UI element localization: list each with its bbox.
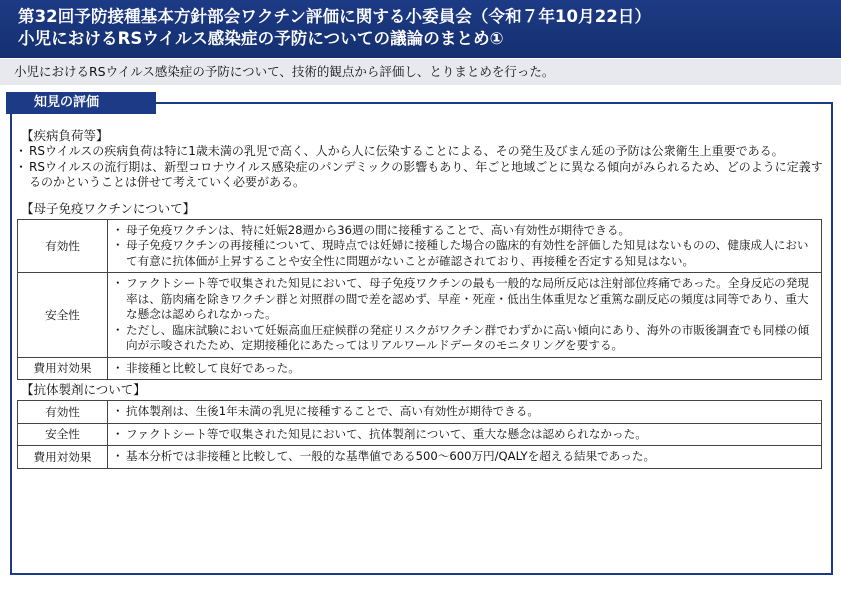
findings-frame [10,103,833,575]
row-label-cost-effectiveness: 費用対効果 [18,357,108,380]
header-title-line2: 小児におけるRSウイルス感染症の予防についての議論のまとめ① [18,29,504,48]
disease-burden-bullet: ・ RSウイルスの疾病負荷は特に1歳未満の乳児で高く、人から人に伝染することによる、その発生及びまん延の予防は公衆衛生上重要である。 [17,144,825,160]
list-item: ・ 非接種と比較して良好であった。 [114,361,813,377]
row-label-efficacy: 有効性 [18,401,108,424]
list-item: ・ ファクトシート等で収集された知見において、抗体製剤について、重大な懸念は認められなかった。 [114,427,813,443]
list-item: ・ 基本分析では非接種と比較して、一般的な基準値である500～600万円/QALYを超える結果であった。 [114,449,813,465]
row-label-safety: 安全性 [18,423,108,446]
row-label-efficacy: 有効性 [18,219,108,273]
list-item: ・ 母子免疫ワクチンの再接種について、現時点では妊婦に接種した場合の臨床的有効性を評価した知見はないものの、健康成人において有意に抗体価が上昇することや安全性に問題がないことが確認されており、再接種を否定する知見はない。 [114,238,813,269]
findings-section-label: 知見の評価 [6,92,156,114]
header-title-line1: 第32回予防接種基本方針部会ワクチン評価に関する小委員会（令和７年10月22日） [18,7,652,26]
row-label-cost-effectiveness: 費用対効果 [18,446,108,469]
findings-divider [156,102,833,104]
summary-subtitle: 小児におけるRSウイルス感染症の予防について、技術的観点から評価し、とりまとめを行った。 [0,59,841,85]
list-item: ・ ファクトシート等で収集された知見において、母子免疫ワクチンの最も一般的な局所反応は注射部位疼痛であった。全身反応の発現率は、筋肉痛を除きワクチン群と対照群の間で差を認めず、早産・死産・低出生体重児など重篤な副反応の頻度は同等であり、重大な懸念は認められなかった。 [114,276,813,323]
antibody-title: 【抗体製剤について】 [21,382,146,397]
list-item: ・ 母子免疫ワクチンは、特に妊娠28週から36週の間に接種することで、高い有効性が期待できる。 [114,223,813,239]
disease-burden-title: 【疾病負荷等】 [21,128,109,143]
header-banner [0,0,841,58]
list-item: ・ 抗体製剤は、生後1年未満の乳児に接種することで、高い有効性が期待できる。 [114,404,813,420]
list-item: ・ ただし、臨床試験において妊娠高血圧症候群の発症リスクがワクチン群でわずかに高い傾向にあり、海外の市販後調査でも同様の傾向が示唆されたため、定期接種化にあたってはリアルワールドデータのモニタリングを要する。 [114,323,813,354]
disease-burden-bullet: ・ RSウイルスの流行期は、新型コロナウイルス感染症のパンデミックの影響もあり、年ごと地域ごとに異なる傾向がみられるため、どのように定義するのかということは併せて考えていく必要がある。 [17,160,825,191]
row-label-safety: 安全性 [18,273,108,358]
maternal-vaccine-title: 【母子免疫ワクチンについて】 [21,200,196,216]
